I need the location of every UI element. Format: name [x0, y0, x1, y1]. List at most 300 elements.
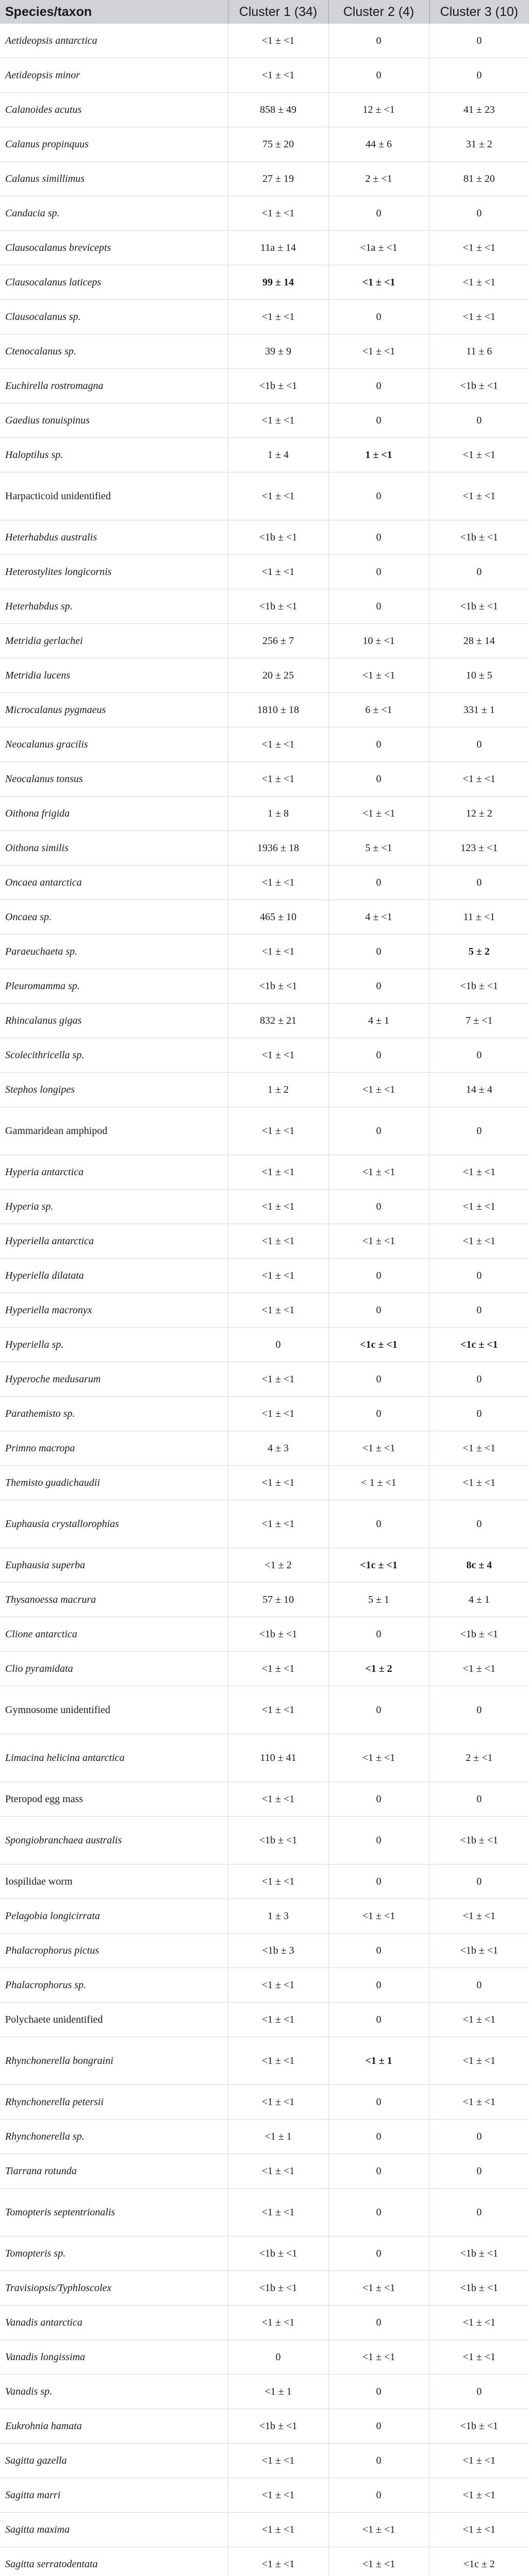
- species-name-cell: Gammaridean amphipod: [0, 1107, 228, 1155]
- table-row: [0, 1817, 529, 1865]
- cluster-2-value-cell: <1c ± <1: [328, 1548, 429, 1583]
- cluster-2-value-cell: 0: [328, 1934, 429, 1968]
- cluster-2-value-cell: <1c ± <1: [328, 1328, 429, 1362]
- table-row: [0, 935, 529, 969]
- cluster-1-value-cell: 465 ± 10: [228, 900, 328, 935]
- cluster-2-value-cell: 0: [328, 1617, 429, 1652]
- cluster-1-value-cell: <1 ± <1: [228, 935, 328, 969]
- table-row: [0, 2189, 529, 2236]
- cluster-2-value-cell: 0: [328, 866, 429, 900]
- species-name-cell: Heterhabdus sp.: [0, 589, 228, 624]
- cluster-1-value-cell: <1 ± <1: [228, 2189, 328, 2236]
- cluster-3-value-cell: 28 ± 14: [429, 624, 529, 658]
- cluster-3-value-cell: <1 ± <1: [429, 438, 529, 472]
- table-row: [0, 2154, 529, 2189]
- cluster-2-value-cell: 0: [328, 403, 429, 438]
- table-row: [0, 2085, 529, 2120]
- cluster-2-value-cell: 0: [328, 1782, 429, 1817]
- cluster-2-value-cell: <1 ± <1: [328, 2271, 429, 2306]
- cluster-3-value-cell: 0: [429, 1038, 529, 1073]
- species-name-cell: Rhincalanus gigas: [0, 1004, 228, 1038]
- cluster-2-value-cell: <1 ± <1: [328, 796, 429, 831]
- cluster-1-value-cell: <1 ± 1: [228, 2375, 328, 2409]
- cluster-1-value-cell: 75 ± 20: [228, 127, 328, 162]
- species-name-cell: Oncaea antarctica: [0, 866, 228, 900]
- cluster-3-value-cell: <1 ± <1: [429, 2340, 529, 2375]
- cluster-1-value-cell: <1 ± <1: [228, 1293, 328, 1328]
- cluster-1-value-cell: 1 ± 4: [228, 438, 328, 472]
- species-name-cell: Harpacticoid unidentified: [0, 472, 228, 520]
- table-row: [0, 1500, 529, 1548]
- cluster-1-value-cell: <1 ± <1: [228, 1038, 328, 1073]
- cluster-2-value-cell: 0: [328, 555, 429, 589]
- cluster-3-value-cell: 0: [429, 196, 529, 231]
- table-row: [0, 1734, 529, 1782]
- species-name-cell: Haloptilus sp.: [0, 438, 228, 472]
- species-name-cell: Euphausia superba: [0, 1548, 228, 1583]
- table-row: [0, 265, 529, 300]
- table-row: [0, 231, 529, 265]
- cluster-1-value-cell: 858 ± 49: [228, 93, 328, 127]
- table-row: [0, 1686, 529, 1734]
- cluster-2-value-cell: 0: [328, 300, 429, 334]
- cluster-2-value-cell: 4 ± <1: [328, 900, 429, 935]
- cluster-3-value-cell: 0: [429, 1259, 529, 1293]
- cluster-1-value-cell: <1 ± <1: [228, 196, 328, 231]
- table-row: [0, 2340, 529, 2375]
- table-row: [0, 1038, 529, 1073]
- cluster-3-value-cell: 7 ± <1: [429, 1004, 529, 1038]
- table-row: [0, 866, 529, 900]
- species-name-cell: Metridia gerlachei: [0, 624, 228, 658]
- table-row: [0, 369, 529, 403]
- cluster-1-value-cell: 99 ± 14: [228, 265, 328, 300]
- table-row: [0, 1782, 529, 1817]
- species-name-cell: Tomopteris septentrionalis: [0, 2189, 228, 2236]
- cluster-2-value-cell: 0: [328, 2478, 429, 2513]
- cluster-2-value-cell: 0: [328, 2154, 429, 2189]
- cluster-1-value-cell: <1 ± 1: [228, 2120, 328, 2154]
- cluster-3-value-cell: <1 ± <1: [429, 2513, 529, 2547]
- cluster-1-value-cell: 27 ± 19: [228, 162, 328, 196]
- species-name-cell: Phalacrophorus sp.: [0, 1968, 228, 2003]
- cluster-1-value-cell: <1 ± <1: [228, 24, 328, 58]
- table-row: [0, 658, 529, 693]
- cluster-2-value-cell: 0: [328, 24, 429, 58]
- cluster-1-value-cell: 57 ± 10: [228, 1583, 328, 1617]
- cluster-2-value-cell: <1 ± <1: [328, 1734, 429, 1782]
- table-row: [0, 1583, 529, 1617]
- cluster-1-value-cell: <1 ± <1: [228, 2513, 328, 2547]
- species-name-cell: Phalacrophorus pictus: [0, 1934, 228, 1968]
- header-species: Species/taxon: [0, 0, 228, 24]
- table-row: [0, 2037, 529, 2085]
- cluster-1-value-cell: <1 ± <1: [228, 1865, 328, 1899]
- cluster-3-value-cell: 12 ± 2: [429, 796, 529, 831]
- header-cluster-2: Cluster 2 (4): [328, 0, 429, 24]
- cluster-3-value-cell: <1 ± <1: [429, 472, 529, 520]
- table-row: [0, 2306, 529, 2340]
- species-name-cell: Heterhabdus australis: [0, 520, 228, 555]
- cluster-3-value-cell: 0: [429, 2375, 529, 2409]
- cluster-2-value-cell: <1 ± 1: [328, 2037, 429, 2085]
- species-name-cell: Calanus propinquus: [0, 127, 228, 162]
- cluster-3-value-cell: 31 ± 2: [429, 127, 529, 162]
- table-row: [0, 438, 529, 472]
- species-name-cell: Vanadis sp.: [0, 2375, 228, 2409]
- table-row: [0, 334, 529, 369]
- species-name-cell: Neocalanus gracilis: [0, 727, 228, 762]
- cluster-2-value-cell: 0: [328, 1865, 429, 1899]
- cluster-1-value-cell: <1 ± <1: [228, 866, 328, 900]
- species-name-cell: Themisto guadichaudii: [0, 1466, 228, 1500]
- species-name-cell: Stephos longipes: [0, 1073, 228, 1107]
- cluster-3-value-cell: 0: [429, 727, 529, 762]
- cluster-1-value-cell: 1810 ± 18: [228, 693, 328, 727]
- cluster-2-value-cell: <1 ± 2: [328, 1652, 429, 1686]
- cluster-1-value-cell: 4 ± 3: [228, 1431, 328, 1466]
- cluster-2-value-cell: <1 ± <1: [328, 1431, 429, 1466]
- cluster-1-value-cell: <1 ± <1: [228, 472, 328, 520]
- header-cluster-1: Cluster 1 (34): [228, 0, 328, 24]
- table-row: [0, 1155, 529, 1190]
- species-name-cell: Hyperiella antarctica: [0, 1224, 228, 1259]
- table-row: [0, 93, 529, 127]
- cluster-1-value-cell: <1 ± <1: [228, 727, 328, 762]
- species-name-cell: Spongiobranchaea australis: [0, 1817, 228, 1865]
- cluster-3-value-cell: <1b ± <1: [429, 969, 529, 1004]
- species-name-cell: Rhynchonerella sp.: [0, 2120, 228, 2154]
- table-row: [0, 1934, 529, 1968]
- species-name-cell: Hyperiella sp.: [0, 1328, 228, 1362]
- cluster-3-value-cell: 0: [429, 2154, 529, 2189]
- cluster-2-value-cell: <1 ± <1: [328, 265, 429, 300]
- cluster-2-value-cell: 0: [328, 1190, 429, 1224]
- species-name-cell: Paraeuchaeta sp.: [0, 935, 228, 969]
- species-name-cell: Euphausia crystallorophias: [0, 1500, 228, 1548]
- cluster-3-value-cell: <1c ± 2: [429, 2547, 529, 2576]
- species-name-cell: Sagitta marri: [0, 2478, 228, 2513]
- cluster-3-value-cell: <1 ± <1: [429, 2306, 529, 2340]
- cluster-3-value-cell: <1 ± <1: [429, 1431, 529, 1466]
- cluster-2-value-cell: 4 ± 1: [328, 1004, 429, 1038]
- cluster-1-value-cell: <1 ± <1: [228, 1782, 328, 1817]
- table-row: [0, 555, 529, 589]
- species-name-cell: Vanadis longissima: [0, 2340, 228, 2375]
- cluster-1-value-cell: <1 ± 2: [228, 1548, 328, 1583]
- species-name-cell: Parathemisto sp.: [0, 1397, 228, 1431]
- cluster-3-value-cell: 0: [429, 866, 529, 900]
- table-row: [0, 1865, 529, 1899]
- cluster-3-value-cell: <1 ± <1: [429, 265, 529, 300]
- cluster-2-value-cell: <1a ± <1: [328, 231, 429, 265]
- cluster-2-value-cell: 0: [328, 1038, 429, 1073]
- cluster-1-value-cell: 39 ± 9: [228, 334, 328, 369]
- cluster-2-value-cell: 0: [328, 2375, 429, 2409]
- cluster-2-value-cell: <1 ± <1: [328, 1899, 429, 1934]
- table-row: [0, 2120, 529, 2154]
- species-name-cell: Clione antarctica: [0, 1617, 228, 1652]
- table-row: [0, 796, 529, 831]
- cluster-2-value-cell: 0: [328, 1686, 429, 1734]
- table-row: [0, 2478, 529, 2513]
- cluster-3-value-cell: <1b ± <1: [429, 2409, 529, 2444]
- table-body: [0, 24, 529, 2576]
- species-name-cell: Hyperiella macronyx: [0, 1293, 228, 1328]
- cluster-1-value-cell: <1 ± <1: [228, 2003, 328, 2037]
- species-name-cell: Sagitta serratodentata: [0, 2547, 228, 2576]
- cluster-3-value-cell: 11 ± <1: [429, 900, 529, 935]
- cluster-3-value-cell: <1 ± <1: [429, 2003, 529, 2037]
- cluster-1-value-cell: <1 ± <1: [228, 403, 328, 438]
- cluster-3-value-cell: <1 ± <1: [429, 762, 529, 796]
- species-name-cell: Candacia sp.: [0, 196, 228, 231]
- species-name-cell: Scolecithricella sp.: [0, 1038, 228, 1073]
- cluster-1-value-cell: 1 ± 2: [228, 1073, 328, 1107]
- cluster-3-value-cell: <1 ± <1: [429, 1190, 529, 1224]
- cluster-1-value-cell: <1 ± <1: [228, 1397, 328, 1431]
- cluster-2-value-cell: <1 ± <1: [328, 334, 429, 369]
- cluster-3-value-cell: 0: [429, 1500, 529, 1548]
- species-name-cell: Pleuromamma sp.: [0, 969, 228, 1004]
- cluster-2-value-cell: 0: [328, 762, 429, 796]
- cluster-3-value-cell: <1b ± <1: [429, 1817, 529, 1865]
- cluster-1-value-cell: <1 ± <1: [228, 300, 328, 334]
- cluster-2-value-cell: <1 ± <1: [328, 2513, 429, 2547]
- cluster-2-value-cell: 5 ± <1: [328, 831, 429, 866]
- cluster-2-value-cell: 44 ± 6: [328, 127, 429, 162]
- cluster-1-value-cell: <1 ± <1: [228, 2478, 328, 2513]
- cluster-3-value-cell: <1b ± <1: [429, 2236, 529, 2271]
- cluster-2-value-cell: 0: [328, 2306, 429, 2340]
- cluster-2-value-cell: 0: [328, 969, 429, 1004]
- cluster-2-value-cell: 0: [328, 2236, 429, 2271]
- cluster-3-value-cell: 4 ± 1: [429, 1583, 529, 1617]
- cluster-1-value-cell: <1b ± <1: [228, 1817, 328, 1865]
- species-name-cell: Iospilidae worm: [0, 1865, 228, 1899]
- cluster-3-value-cell: 0: [429, 1293, 529, 1328]
- table-row: [0, 1466, 529, 1500]
- cluster-2-value-cell: 0: [328, 1817, 429, 1865]
- cluster-1-value-cell: <1 ± <1: [228, 1652, 328, 1686]
- table-row: [0, 2513, 529, 2547]
- cluster-2-value-cell: 0: [328, 58, 429, 93]
- cluster-3-value-cell: <1 ± <1: [429, 2478, 529, 2513]
- cluster-2-value-cell: <1 ± <1: [328, 1155, 429, 1190]
- table-row: [0, 624, 529, 658]
- table-row: [0, 2409, 529, 2444]
- cluster-1-value-cell: <1 ± <1: [228, 2085, 328, 2120]
- table-row: [0, 1431, 529, 1466]
- species-name-cell: Polychaete unidentified: [0, 2003, 228, 2037]
- cluster-2-value-cell: 0: [328, 2189, 429, 2236]
- cluster-3-value-cell: 10 ± 5: [429, 658, 529, 693]
- cluster-3-value-cell: <1 ± <1: [429, 300, 529, 334]
- cluster-3-value-cell: <1b ± <1: [429, 2271, 529, 2306]
- species-name-cell: Euchirella rostromagna: [0, 369, 228, 403]
- cluster-1-value-cell: <1 ± <1: [228, 2306, 328, 2340]
- cluster-1-value-cell: <1 ± <1: [228, 2037, 328, 2085]
- cluster-1-value-cell: <1 ± <1: [228, 1259, 328, 1293]
- cluster-3-value-cell: <1b ± <1: [429, 369, 529, 403]
- table-row: [0, 1968, 529, 2003]
- cluster-3-value-cell: <1 ± <1: [429, 1466, 529, 1500]
- cluster-3-value-cell: 0: [429, 1686, 529, 1734]
- cluster-2-value-cell: 6 ± <1: [328, 693, 429, 727]
- cluster-3-value-cell: 0: [429, 24, 529, 58]
- cluster-1-value-cell: <1b ± <1: [228, 520, 328, 555]
- cluster-2-value-cell: 0: [328, 589, 429, 624]
- cluster-2-value-cell: <1 ± <1: [328, 1073, 429, 1107]
- species-name-cell: Hyperiella dilatata: [0, 1259, 228, 1293]
- cluster-1-value-cell: <1 ± <1: [228, 2444, 328, 2478]
- species-name-cell: Aetideopsis minor: [0, 58, 228, 93]
- cluster-3-value-cell: 0: [429, 1782, 529, 1817]
- cluster-3-value-cell: 0: [429, 58, 529, 93]
- table-row: [0, 472, 529, 520]
- species-name-cell: Tiarrana rotunda: [0, 2154, 228, 2189]
- table-row: [0, 1617, 529, 1652]
- species-name-cell: Tomopteris sp.: [0, 2236, 228, 2271]
- cluster-3-value-cell: 0: [429, 1107, 529, 1155]
- cluster-2-value-cell: 0: [328, 727, 429, 762]
- cluster-3-value-cell: 0: [429, 2189, 529, 2236]
- cluster-3-value-cell: <1 ± <1: [429, 1652, 529, 1686]
- header-cluster-3: Cluster 3 (10): [429, 0, 529, 24]
- species-name-cell: Sagitta maxima: [0, 2513, 228, 2547]
- species-name-cell: Pteropod egg mass: [0, 1782, 228, 1817]
- cluster-1-value-cell: 0: [228, 2340, 328, 2375]
- cluster-1-value-cell: <1 ± <1: [228, 1362, 328, 1397]
- table-row: [0, 520, 529, 555]
- species-name-cell: Oithona similis: [0, 831, 228, 866]
- cluster-2-value-cell: 0: [328, 2120, 429, 2154]
- cluster-3-value-cell: 14 ± 4: [429, 1073, 529, 1107]
- cluster-3-value-cell: 41 ± 23: [429, 93, 529, 127]
- cluster-3-value-cell: 0: [429, 555, 529, 589]
- cluster-2-value-cell: 0: [328, 1968, 429, 2003]
- species-name-cell: Hyperia sp.: [0, 1190, 228, 1224]
- table-row: [0, 762, 529, 796]
- table-row: [0, 1328, 529, 1362]
- cluster-2-value-cell: <1 ± <1: [328, 1224, 429, 1259]
- cluster-3-value-cell: 0: [429, 1865, 529, 1899]
- table-row: [0, 2444, 529, 2478]
- cluster-2-value-cell: 0: [328, 2409, 429, 2444]
- cluster-2-value-cell: 0: [328, 520, 429, 555]
- cluster-3-value-cell: <1 ± <1: [429, 1155, 529, 1190]
- species-name-cell: Calanus simillimus: [0, 162, 228, 196]
- cluster-3-value-cell: 8c ± 4: [429, 1548, 529, 1583]
- cluster-1-value-cell: 0: [228, 1328, 328, 1362]
- species-name-cell: Metridia lucens: [0, 658, 228, 693]
- species-name-cell: Travisiopsis/Typhloscolex: [0, 2271, 228, 2306]
- cluster-3-value-cell: 5 ± 2: [429, 935, 529, 969]
- cluster-1-value-cell: <1 ± <1: [228, 1107, 328, 1155]
- cluster-2-value-cell: <1 ± <1: [328, 2340, 429, 2375]
- cluster-2-value-cell: <1 ± <1: [328, 2547, 429, 2576]
- cluster-2-value-cell: 0: [328, 2085, 429, 2120]
- species-name-cell: Clausocalanus laticeps: [0, 265, 228, 300]
- table-row: [0, 300, 529, 334]
- cluster-3-value-cell: <1 ± <1: [429, 2444, 529, 2478]
- table-row: [0, 1548, 529, 1583]
- cluster-1-value-cell: 256 ± 7: [228, 624, 328, 658]
- cluster-3-value-cell: <1 ± <1: [429, 2085, 529, 2120]
- table-row: [0, 1259, 529, 1293]
- cluster-2-value-cell: 12 ± <1: [328, 93, 429, 127]
- cluster-3-value-cell: 123 ± <1: [429, 831, 529, 866]
- cluster-3-value-cell: <1b ± <1: [429, 589, 529, 624]
- cluster-2-value-cell: <1 ± <1: [328, 658, 429, 693]
- cluster-3-value-cell: 11 ± 6: [429, 334, 529, 369]
- cluster-1-value-cell: <1b ± 3: [228, 1934, 328, 1968]
- cluster-1-value-cell: <1b ± <1: [228, 969, 328, 1004]
- cluster-3-value-cell: <1 ± <1: [429, 2037, 529, 2085]
- table-row: [0, 589, 529, 624]
- cluster-1-value-cell: <1 ± <1: [228, 58, 328, 93]
- table-row: [0, 969, 529, 1004]
- cluster-2-value-cell: 0: [328, 369, 429, 403]
- cluster-1-value-cell: <1 ± <1: [228, 2154, 328, 2189]
- species-name-cell: Clausocalanus sp.: [0, 300, 228, 334]
- cluster-1-value-cell: <1b ± <1: [228, 1617, 328, 1652]
- species-name-cell: Neocalanus tonsus: [0, 762, 228, 796]
- table-row: [0, 196, 529, 231]
- table-row: [0, 127, 529, 162]
- cluster-1-value-cell: <1 ± <1: [228, 1968, 328, 2003]
- species-name-cell: Aetideopsis antarctica: [0, 24, 228, 58]
- table-row: [0, 1190, 529, 1224]
- cluster-3-value-cell: <1b ± <1: [429, 1617, 529, 1652]
- cluster-3-value-cell: <1 ± <1: [429, 1224, 529, 1259]
- table-row: [0, 1224, 529, 1259]
- species-name-cell: Gymnosome unidentified: [0, 1686, 228, 1734]
- species-name-cell: Oncaea sp.: [0, 900, 228, 935]
- cluster-2-value-cell: 0: [328, 2003, 429, 2037]
- table-row: [0, 693, 529, 727]
- table-row: [0, 1004, 529, 1038]
- table-row: [0, 1899, 529, 1934]
- table-row: [0, 1362, 529, 1397]
- cluster-1-value-cell: <1b ± <1: [228, 2236, 328, 2271]
- table-row: [0, 1073, 529, 1107]
- cluster-3-value-cell: <1b ± <1: [429, 1934, 529, 1968]
- table-row: [0, 900, 529, 935]
- species-name-cell: Limacina helicina antarctica: [0, 1734, 228, 1782]
- cluster-3-value-cell: 0: [429, 1968, 529, 2003]
- table-row: [0, 727, 529, 762]
- cluster-1-value-cell: <1b ± <1: [228, 2409, 328, 2444]
- cluster-1-value-cell: 1 ± 8: [228, 796, 328, 831]
- cluster-3-value-cell: <1 ± <1: [429, 231, 529, 265]
- species-name-cell: Microcalanus pygmaeus: [0, 693, 228, 727]
- cluster-2-value-cell: 5 ± 1: [328, 1583, 429, 1617]
- species-name-cell: Hyperoche medusarum: [0, 1362, 228, 1397]
- cluster-1-value-cell: <1 ± <1: [228, 1190, 328, 1224]
- table-row: [0, 1107, 529, 1155]
- cluster-1-value-cell: <1 ± <1: [228, 1224, 328, 1259]
- table-row: [0, 24, 529, 58]
- table-row: [0, 58, 529, 93]
- cluster-2-value-cell: 0: [328, 1107, 429, 1155]
- cluster-1-value-cell: <1 ± <1: [228, 2547, 328, 2576]
- cluster-1-value-cell: 832 ± 21: [228, 1004, 328, 1038]
- table-row: [0, 1652, 529, 1686]
- species-name-cell: Primno macropa: [0, 1431, 228, 1466]
- cluster-3-value-cell: 0: [429, 1362, 529, 1397]
- species-name-cell: Oithona frigida: [0, 796, 228, 831]
